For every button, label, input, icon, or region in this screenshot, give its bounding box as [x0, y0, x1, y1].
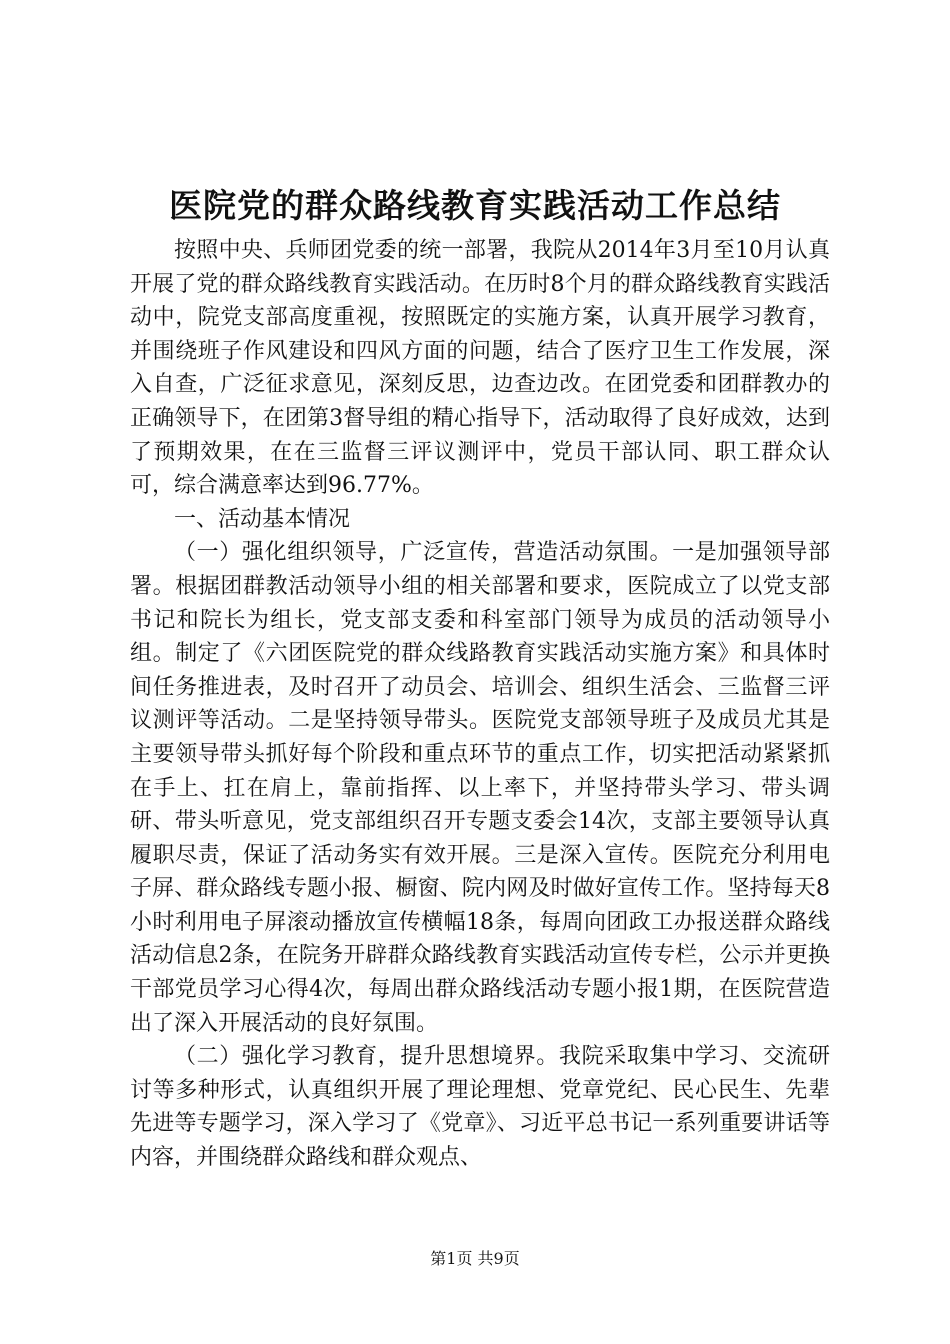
intro-paragraph: 按照中央、兵师团党委的统一部署，我院从2014年3月至10月认真开展了党的群众路线教育实践活动。在历时8个月的群众路线教育实践活动中，院党支部高度重视，按照既定的实施方案，认真开展学习教育，并围绕班子作风建设和四风方面的问题，结合了医疗卫生工作发展，深入自查，广泛征求意见，深刻反思，边查边改。在团党委和团群教办的正确领导下，在团第3督导组的精心指导下，活动取得了良好成效，达到了预期效果，在在三监督三评议测评中，党员干部认同、职工群众认可，综合满意率达到96.77%。 — [130, 238, 830, 499]
section-paragraph-1: （一）强化组织领导，广泛宣传，营造活动氛围。一是加强领导部署。根据团群教活动领导小组的相关部署和要求，医院成立了以党支部书记和院长为组长，党支部支委和科室部门领导为成员的活动领导小组。制定了《六团医院党的群众线路教育实践活动实施方案》和具体时间任务推进表，及时召开了动员会、培训会、组织生活会、三监督三评议测评等活动。二是坚持领导带头。医院党支部领导班子及成员尤其是主要领导带头抓好每个阶段和重点环节的重点工作，切实把活动紧紧抓在手上、扛在肩上，靠前指挥、以上率下，并坚持带头学习、带头调研、带头听意见，党支部组织召开专题支委会14次，支部主要领导认真履职尽责，保证了活动务实有效开展。三是深入宣传。医院充分利用电子屏、群众路线专题小报、橱窗、院内网及时做好宣传工作。坚持每天8小时利用电子屏滚动播放宣传横幅18条，每周向团政工办报送群众路线活动信息2条，在院务开辟群众路线教育实践活动宣传专栏，公示并更换干部党员学习心得4次，每周出群众路线活动专题小报1期，在医院营造出了深入开展活动的良好氛围。 — [130, 540, 830, 1036]
section-paragraph-2: （二）强化学习教育，提升思想境界。我院采取集中学习、交流研讨等多种形式，认真组织开展了理论理想、党章党纪、民心民生、先辈先进等专题学习，深入学习了《党章》、习近平总书记一系列重要讲话等内容，并围绕群众路线和群众观点、 — [130, 1044, 830, 1171]
section-heading: 一、活动基本情况 — [174, 506, 351, 532]
document-body — [130, 234, 830, 1175]
page-number: 第1页 共9页 — [430, 1249, 520, 1268]
document-title: 医院党的群众路线教育实践活动工作总结 — [169, 186, 781, 225]
